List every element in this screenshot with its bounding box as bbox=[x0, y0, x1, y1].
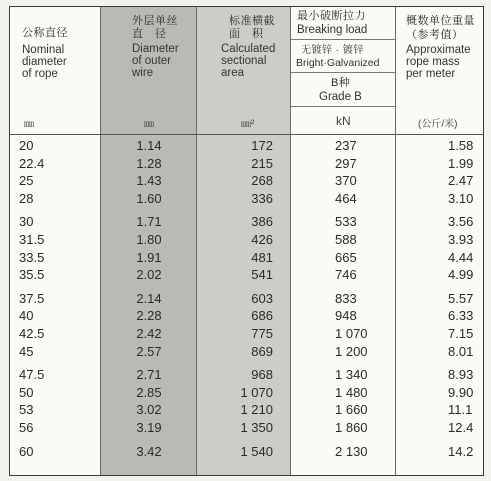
sectional-area-cell: 481 bbox=[251, 249, 273, 265]
rope-mass-cell: 1.58 bbox=[448, 138, 474, 153]
nominal-diameter-cell: 20 bbox=[19, 138, 34, 153]
rope-mass-cell: 4.44 bbox=[448, 249, 474, 265]
breaking-load-cell: 1 480 bbox=[335, 384, 368, 400]
breaking-load-cell: 370 bbox=[335, 173, 357, 189]
load-values bbox=[291, 137, 396, 460]
load-unit: kN bbox=[336, 114, 351, 128]
load-divider-2 bbox=[291, 72, 395, 73]
wire-diameter-cell: 3.19 bbox=[136, 419, 162, 435]
rope-mass-cell: 3.93 bbox=[448, 231, 474, 247]
breaking-load-cell: 588 bbox=[335, 231, 357, 247]
nominal-diameter-cell: 40 bbox=[19, 308, 34, 324]
nominal-diameter-cell: 53 bbox=[19, 402, 34, 418]
nominal-diameter-cell: 30 bbox=[19, 214, 34, 230]
rope-mass-cell: 3.56 bbox=[448, 214, 474, 230]
nominal-values bbox=[10, 137, 101, 460]
sectional-area-cell: 1 070 bbox=[240, 384, 273, 400]
wire-diameter-cell: 3.02 bbox=[136, 402, 162, 418]
nominal-header-zh: 公称直径 bbox=[22, 27, 68, 39]
wire-diameter-cell: 2.42 bbox=[136, 325, 162, 341]
rope-mass-cell: 8.93 bbox=[448, 367, 474, 383]
sectional-area-cell: 603 bbox=[251, 290, 273, 306]
sectional-area-cell: 215 bbox=[251, 155, 273, 171]
rope-mass-cell: 5.57 bbox=[448, 290, 474, 306]
breaking-load-cell: 833 bbox=[335, 290, 357, 306]
sectional-area-cell: 172 bbox=[251, 138, 273, 153]
breaking-load-cell: 948 bbox=[335, 308, 357, 324]
nominal-diameter-cell: 60 bbox=[19, 443, 34, 459]
breaking-load-cell: 464 bbox=[335, 190, 357, 206]
mass-header-zh2: （参考值） bbox=[406, 29, 464, 41]
wire-diameter-cell: 1.28 bbox=[136, 155, 162, 171]
rope-mass-cell: 3.10 bbox=[448, 190, 474, 206]
nominal-diameter-cell: 56 bbox=[19, 419, 34, 435]
mass-header-zh: 概数单位重量 bbox=[406, 15, 475, 27]
nominal-diameter-cell: 47.5 bbox=[19, 367, 45, 383]
sectional-area-cell: 426 bbox=[251, 231, 273, 247]
rope-mass-cell: 11.1 bbox=[448, 402, 473, 418]
mass-header-en: Approximate rope mass per meter bbox=[406, 44, 471, 80]
nominal-diameter-cell: 28 bbox=[19, 190, 34, 206]
load-divider-1 bbox=[291, 39, 395, 40]
load-divider-3 bbox=[291, 106, 395, 107]
wire-diameter-cell: 2.02 bbox=[136, 267, 162, 283]
sectional-area-cell: 336 bbox=[251, 190, 273, 206]
wire-diameter-cell: 2.28 bbox=[136, 308, 162, 324]
nominal-diameter-cell: 37.5 bbox=[19, 290, 45, 306]
wire-diameter-cell: 3.42 bbox=[136, 443, 162, 459]
rope-mass-cell: 4.99 bbox=[448, 267, 474, 283]
breaking-load-cell: 1 860 bbox=[335, 419, 368, 435]
rope-mass-cell: 12.4 bbox=[448, 419, 474, 435]
header-divider bbox=[10, 134, 483, 135]
sectional-area-cell: 1 350 bbox=[240, 419, 273, 435]
wire-values bbox=[101, 137, 197, 460]
load-header-zh: 最小破断拉力 bbox=[297, 10, 366, 22]
area-unit: ㎜² bbox=[241, 119, 255, 130]
rope-spec-table bbox=[9, 6, 484, 476]
sectional-area-cell: 869 bbox=[251, 343, 273, 359]
load-sub-zh: 无镀锌 · 镀锌 bbox=[301, 45, 364, 56]
wire-diameter-cell: 2.14 bbox=[136, 290, 162, 306]
load-header-en: Breaking load bbox=[297, 24, 368, 36]
wire-header-en: Diameter of outer wire bbox=[132, 43, 179, 79]
breaking-load-cell: 1 660 bbox=[335, 402, 368, 418]
wire-diameter-cell: 1.71 bbox=[136, 214, 162, 230]
nominal-diameter-cell: 25 bbox=[19, 173, 34, 189]
breaking-load-cell: 1 340 bbox=[335, 367, 368, 383]
rope-mass-cell: 6.33 bbox=[448, 308, 474, 324]
nominal-diameter-cell: 31.5 bbox=[19, 231, 45, 247]
rope-mass-cell: 7.15 bbox=[448, 325, 474, 341]
sectional-area-cell: 968 bbox=[251, 367, 273, 383]
area-values bbox=[197, 137, 291, 460]
rope-mass-cell: 2.47 bbox=[448, 173, 474, 189]
wire-unit: ㎜ bbox=[144, 119, 154, 130]
sectional-area-cell: 1 540 bbox=[240, 443, 273, 459]
mass-unit: (公斤/米) bbox=[418, 119, 458, 130]
wire-diameter-cell: 1.43 bbox=[136, 173, 162, 189]
load-grade-en: Grade B bbox=[319, 91, 362, 103]
area-header-zh: 标准横截 面 积 bbox=[229, 15, 275, 40]
breaking-load-cell: 237 bbox=[335, 138, 357, 153]
rope-mass-cell: 8.01 bbox=[448, 343, 474, 359]
rope-mass-cell: 14.2 bbox=[448, 443, 474, 459]
nominal-header-en: Nominal diameter of rope bbox=[22, 44, 67, 80]
sectional-area-cell: 686 bbox=[251, 308, 273, 324]
sectional-area-cell: 386 bbox=[251, 214, 273, 230]
wire-diameter-cell: 1.80 bbox=[136, 231, 162, 247]
nominal-unit: ㎜ bbox=[24, 119, 34, 130]
load-grade-zh: B种 bbox=[331, 77, 351, 89]
rope-mass-cell: 9.90 bbox=[448, 384, 474, 400]
wire-diameter-cell: 1.14 bbox=[136, 138, 162, 153]
breaking-load-cell: 297 bbox=[335, 155, 357, 171]
area-header-en: Calculated sectional area bbox=[221, 43, 276, 79]
nominal-diameter-cell: 50 bbox=[19, 384, 34, 400]
wire-header-zh: 外层单丝 直 径 bbox=[132, 15, 178, 40]
mass-values bbox=[396, 137, 485, 460]
breaking-load-cell: 1 200 bbox=[335, 343, 368, 359]
load-sub-en: Bright·Galvanized bbox=[296, 57, 380, 69]
nominal-diameter-cell: 35.5 bbox=[19, 267, 45, 283]
breaking-load-cell: 1 070 bbox=[335, 325, 368, 341]
wire-diameter-cell: 2.85 bbox=[136, 384, 162, 400]
rope-mass-cell: 1.99 bbox=[448, 155, 474, 171]
wire-diameter-cell: 1.91 bbox=[136, 249, 162, 265]
wire-diameter-cell: 2.71 bbox=[136, 367, 162, 383]
breaking-load-cell: 665 bbox=[335, 249, 357, 265]
sectional-area-cell: 1 210 bbox=[240, 402, 273, 418]
wire-diameter-cell: 1.60 bbox=[136, 190, 162, 206]
sectional-area-cell: 775 bbox=[251, 325, 273, 341]
breaking-load-cell: 533 bbox=[335, 214, 357, 230]
nominal-diameter-cell: 42.5 bbox=[19, 325, 45, 341]
nominal-diameter-cell: 22.4 bbox=[19, 155, 45, 171]
breaking-load-cell: 2 130 bbox=[335, 443, 368, 459]
sectional-area-cell: 541 bbox=[251, 267, 273, 283]
breaking-load-cell: 746 bbox=[335, 267, 357, 283]
nominal-diameter-cell: 45 bbox=[19, 343, 34, 359]
sectional-area-cell: 268 bbox=[251, 173, 273, 189]
nominal-diameter-cell: 33.5 bbox=[19, 249, 45, 265]
wire-diameter-cell: 2.57 bbox=[136, 343, 162, 359]
